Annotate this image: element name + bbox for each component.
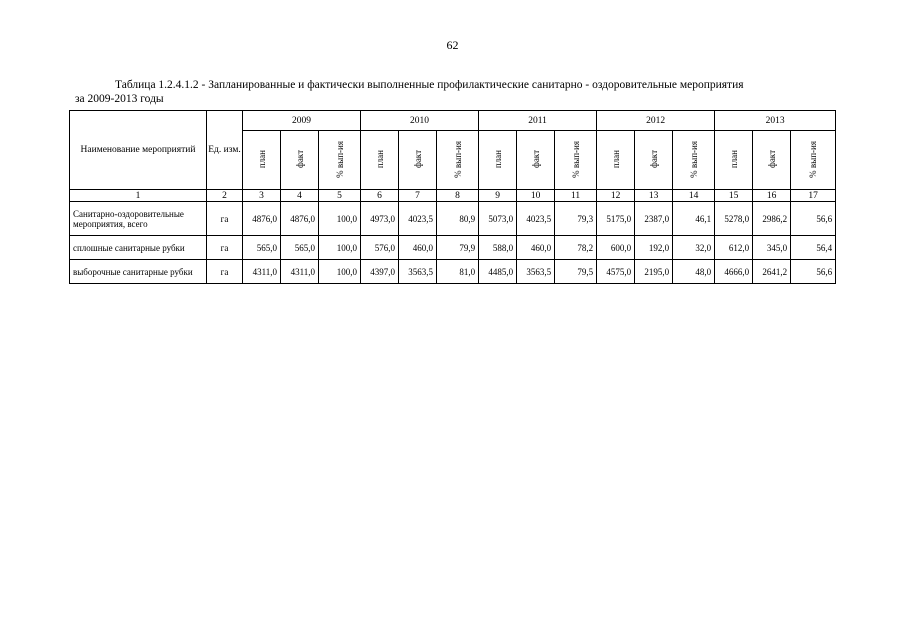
cell-value: 4397,0 (361, 260, 399, 284)
table-caption (75, 78, 835, 106)
column-number: 13 (635, 190, 673, 202)
cell-value: 56,6 (791, 260, 836, 284)
year-header-row (70, 111, 836, 131)
plan-header: план (243, 131, 281, 190)
percent-header: % вып-ия (319, 131, 361, 190)
cell-value: 588,0 (479, 236, 517, 260)
fact-header: факт (635, 131, 673, 190)
column-number: 14 (673, 190, 715, 202)
cell-value: 565,0 (281, 236, 319, 260)
cell-value: 4311,0 (243, 260, 281, 284)
cell-value: 80,9 (437, 202, 479, 236)
column-number: 8 (437, 190, 479, 202)
plan-header: план (361, 131, 399, 190)
row-unit: га (207, 260, 243, 284)
caption-line-2: за 2009-2013 годы (75, 93, 164, 105)
column-number: 6 (361, 190, 399, 202)
cell-value: 4575,0 (597, 260, 635, 284)
cell-value: 2986,2 (753, 202, 791, 236)
unit-column-header: Ед. изм. (207, 111, 243, 190)
cell-value: 5278,0 (715, 202, 753, 236)
table-row (70, 202, 836, 236)
name-column-header: Наименование мероприятий (70, 111, 207, 190)
cell-value: 100,0 (319, 202, 361, 236)
cell-value: 2195,0 (635, 260, 673, 284)
row-name: выборочные санитарные рубки (70, 260, 207, 284)
cell-value: 32,0 (673, 236, 715, 260)
column-number: 2 (207, 190, 243, 202)
plan-header: план (715, 131, 753, 190)
year-header: 2009 (243, 111, 361, 131)
column-number-row (70, 190, 836, 202)
fact-header: факт (517, 131, 555, 190)
cell-value: 576,0 (361, 236, 399, 260)
column-number: 12 (597, 190, 635, 202)
cell-value: 100,0 (319, 236, 361, 260)
cell-value: 5175,0 (597, 202, 635, 236)
year-header: 2012 (597, 111, 715, 131)
cell-value: 79,3 (555, 202, 597, 236)
cell-value: 79,5 (555, 260, 597, 284)
column-number: 17 (791, 190, 836, 202)
fact-header: факт (399, 131, 437, 190)
fact-header: факт (281, 131, 319, 190)
column-number: 7 (399, 190, 437, 202)
year-header: 2011 (479, 111, 597, 131)
cell-value: 612,0 (715, 236, 753, 260)
year-header: 2010 (361, 111, 479, 131)
page-number: 62 (446, 38, 459, 52)
cell-value: 4311,0 (281, 260, 319, 284)
plan-header: план (479, 131, 517, 190)
cell-value: 192,0 (635, 236, 673, 260)
cell-value: 3563,5 (517, 260, 555, 284)
cell-value: 3563,5 (399, 260, 437, 284)
cell-value: 81,0 (437, 260, 479, 284)
cell-value: 4876,0 (281, 202, 319, 236)
row-unit: га (207, 202, 243, 236)
column-number: 15 (715, 190, 753, 202)
cell-value: 4973,0 (361, 202, 399, 236)
cell-value: 460,0 (517, 236, 555, 260)
cell-value: 100,0 (319, 260, 361, 284)
cell-value: 5073,0 (479, 202, 517, 236)
cell-value: 4876,0 (243, 202, 281, 236)
column-number: 4 (281, 190, 319, 202)
cell-value: 46,1 (673, 202, 715, 236)
percent-header: % вып-ия (791, 131, 836, 190)
plan-header: план (597, 131, 635, 190)
percent-header: % вып-ия (437, 131, 479, 190)
row-unit: га (207, 236, 243, 260)
fact-header: факт (753, 131, 791, 190)
percent-header: % вып-ия (555, 131, 597, 190)
cell-value: 2641,2 (753, 260, 791, 284)
column-number: 5 (319, 190, 361, 202)
cell-value: 345,0 (753, 236, 791, 260)
cell-value: 460,0 (399, 236, 437, 260)
column-number: 3 (243, 190, 281, 202)
cell-value: 4666,0 (715, 260, 753, 284)
cell-value: 600,0 (597, 236, 635, 260)
column-number: 10 (517, 190, 555, 202)
column-number: 16 (753, 190, 791, 202)
table-row (70, 236, 836, 260)
column-number: 11 (555, 190, 597, 202)
cell-value: 79,9 (437, 236, 479, 260)
cell-value: 2387,0 (635, 202, 673, 236)
year-header: 2013 (715, 111, 836, 131)
cell-value: 78,2 (555, 236, 597, 260)
table-row (70, 260, 836, 284)
percent-header: % вып-ия (673, 131, 715, 190)
cell-value: 4023,5 (517, 202, 555, 236)
row-name: сплошные санитарные рубки (70, 236, 207, 260)
measures-table (69, 110, 836, 284)
cell-value: 56,4 (791, 236, 836, 260)
cell-value: 4485,0 (479, 260, 517, 284)
row-name: Санитарно-оздоровительные мероприятия, всего (70, 202, 207, 236)
cell-value: 4023,5 (399, 202, 437, 236)
caption-line-1: Таблица 1.2.4.1.2 - Запланированные и фактически выполненные профилактические санитарно - оздоровительные мероприятия (115, 79, 744, 91)
cell-value: 48,0 (673, 260, 715, 284)
cell-value: 56,6 (791, 202, 836, 236)
column-number: 9 (479, 190, 517, 202)
column-number: 1 (70, 190, 207, 202)
cell-value: 565,0 (243, 236, 281, 260)
